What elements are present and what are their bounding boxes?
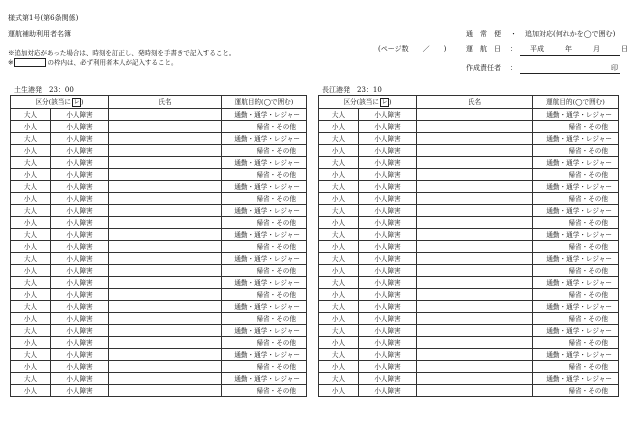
form-number: 様式第1号(第6条関係)	[8, 14, 79, 22]
table-row	[11, 181, 307, 193]
row-category-child[interactable]: 小人	[11, 169, 51, 181]
header-purpose: 運航目的(◯で囲む)	[533, 96, 619, 109]
row-category-child[interactable]: 小人	[319, 217, 359, 229]
purpose-options[interactable]: 通勤・通学・レジャー	[222, 277, 307, 289]
purpose-options[interactable]: 通勤・通学・レジャー	[222, 349, 307, 361]
table-row	[319, 301, 619, 313]
row-category-disabled-child[interactable]: 小人障害	[51, 361, 109, 373]
table-row	[11, 229, 307, 241]
name-cell[interactable]	[109, 301, 222, 313]
row-category-disabled-child[interactable]: 小人障害	[51, 337, 109, 349]
row-category-disabled-child[interactable]: 小人障害	[359, 205, 417, 217]
table-row	[319, 313, 619, 325]
purpose-options[interactable]: 帰省・その他	[222, 385, 307, 397]
row-category-disabled-child[interactable]: 小人障害	[51, 241, 109, 253]
table-row	[319, 121, 619, 133]
row-category-child[interactable]: 小人	[11, 313, 51, 325]
row-category-child[interactable]: 小人	[319, 289, 359, 301]
name-cell[interactable]	[109, 205, 222, 217]
purpose-options[interactable]: 通勤・通学・レジャー	[222, 229, 307, 241]
row-category-disabled-child[interactable]: 小人障害	[51, 265, 109, 277]
row-category-disabled-child[interactable]: 小人障害	[359, 193, 417, 205]
row-category-disabled-child[interactable]: 小人障害	[359, 265, 417, 277]
purpose-options[interactable]: 通勤・通学・レジャー	[222, 253, 307, 265]
table-row	[11, 205, 307, 217]
row-category-disabled-child[interactable]: 小人障害	[359, 325, 417, 337]
roster-table-habu	[10, 95, 307, 397]
row-category-disabled-child[interactable]: 小人障害	[51, 277, 109, 289]
purpose-options[interactable]: 通勤・通学・レジャー	[222, 157, 307, 169]
page-title: 運航補助利用者名簿	[8, 30, 71, 38]
name-cell[interactable]	[109, 289, 222, 301]
row-category-child[interactable]: 小人	[11, 241, 51, 253]
table-row	[319, 229, 619, 241]
row-category-child[interactable]: 小人	[319, 265, 359, 277]
row-category-adult[interactable]: 大人	[11, 253, 51, 265]
name-cell[interactable]	[109, 217, 222, 229]
row-category-disabled-child[interactable]: 小人障害	[359, 361, 417, 373]
row-category-adult[interactable]: 大人	[11, 301, 51, 313]
purpose-options[interactable]: 通勤・通学・レジャー	[222, 325, 307, 337]
name-cell[interactable]	[109, 169, 222, 181]
table-row	[319, 373, 619, 385]
purpose-options[interactable]: 帰省・その他	[222, 145, 307, 157]
row-category-adult[interactable]: 大人	[319, 181, 359, 193]
note-1: ※追加対応があった場合は、時刻を訂正し、発時刻を手書きで記入すること。	[8, 49, 236, 57]
purpose-options[interactable]: 帰省・その他	[222, 361, 307, 373]
row-category-adult[interactable]: 大人	[319, 301, 359, 313]
purpose-options[interactable]: 通勤・通学・レジャー	[222, 301, 307, 313]
row-category-disabled-child[interactable]: 小人障害	[51, 169, 109, 181]
table-row	[11, 373, 307, 385]
row-category-disabled-child[interactable]: 小人障害	[51, 253, 109, 265]
purpose-options[interactable]: 通勤・通学・レジャー	[533, 277, 619, 289]
operation-date-value[interactable]: 平成 年 月 日	[530, 45, 628, 53]
row-category-disabled-child[interactable]: 小人障害	[51, 193, 109, 205]
table-row	[319, 181, 619, 193]
purpose-options[interactable]: 通勤・通学・レジャー	[533, 157, 619, 169]
row-category-child[interactable]: 小人	[11, 289, 51, 301]
table-row	[319, 217, 619, 229]
row-category-disabled-child[interactable]: 小人障害	[51, 349, 109, 361]
purpose-options[interactable]: 帰省・その他	[222, 241, 307, 253]
row-category-disabled-child[interactable]: 小人障害	[359, 181, 417, 193]
purpose-options[interactable]: 通勤・通学・レジャー	[222, 181, 307, 193]
name-cell[interactable]	[109, 373, 222, 385]
table-row	[11, 277, 307, 289]
name-cell[interactable]	[417, 289, 533, 301]
header-category: 区分(該当に レ )	[11, 96, 109, 109]
purpose-options[interactable]: 帰省・その他	[533, 361, 619, 373]
row-category-disabled-child[interactable]: 小人障害	[359, 313, 417, 325]
row-category-disabled-child[interactable]: 小人障害	[359, 349, 417, 361]
name-cell[interactable]	[417, 313, 533, 325]
table-row	[11, 349, 307, 361]
row-category-disabled-child[interactable]: 小人障害	[359, 385, 417, 397]
row-category-adult[interactable]: 大人	[11, 229, 51, 241]
row-category-disabled-child[interactable]: 小人障害	[359, 157, 417, 169]
service-type-dot: ・	[510, 30, 517, 38]
table-row	[11, 121, 307, 133]
row-category-disabled-child[interactable]: 小人障害	[359, 109, 417, 121]
row-category-adult[interactable]: 大人	[319, 349, 359, 361]
table-row	[319, 265, 619, 277]
name-cell[interactable]	[417, 337, 533, 349]
name-cell[interactable]	[417, 385, 533, 397]
name-cell[interactable]	[109, 181, 222, 193]
purpose-options[interactable]: 帰省・その他	[533, 385, 619, 397]
name-cell[interactable]	[109, 121, 222, 133]
page-count: (ページ数 ／ )	[378, 45, 447, 53]
purpose-options[interactable]: 帰省・その他	[533, 265, 619, 277]
purpose-options[interactable]: 帰省・その他	[533, 193, 619, 205]
row-category-disabled-child[interactable]: 小人障害	[51, 181, 109, 193]
name-cell[interactable]	[417, 301, 533, 313]
row-category-disabled-child[interactable]: 小人障害	[51, 301, 109, 313]
name-cell[interactable]	[417, 241, 533, 253]
row-category-child[interactable]: 小人	[11, 337, 51, 349]
row-category-child[interactable]: 小人	[319, 241, 359, 253]
table-row	[319, 361, 619, 373]
purpose-options[interactable]: 帰省・その他	[533, 145, 619, 157]
name-cell[interactable]	[109, 385, 222, 397]
name-cell[interactable]	[417, 265, 533, 277]
row-category-child[interactable]: 小人	[319, 313, 359, 325]
header-purpose: 運航目的(◯で囲む)	[222, 96, 307, 109]
row-category-child[interactable]: 小人	[11, 145, 51, 157]
purpose-options[interactable]: 通勤・通学・レジャー	[533, 133, 619, 145]
row-category-disabled-child[interactable]: 小人障害	[51, 121, 109, 133]
row-category-child[interactable]: 小人	[11, 193, 51, 205]
name-cell[interactable]	[417, 169, 533, 181]
table-row	[319, 133, 619, 145]
row-category-child[interactable]: 小人	[11, 385, 51, 397]
row-category-child[interactable]: 小人	[319, 193, 359, 205]
service-type-option: 追加対応(何れかを◯で囲む)	[525, 30, 616, 38]
name-cell[interactable]	[417, 109, 533, 121]
table-row	[11, 145, 307, 157]
row-category-disabled-child[interactable]: 小人障害	[51, 313, 109, 325]
row-category-adult[interactable]: 大人	[319, 229, 359, 241]
departure-habu: 土生港発 23：00	[14, 86, 74, 94]
seal-mark: 印	[611, 64, 618, 72]
table-row	[11, 301, 307, 313]
row-category-child[interactable]: 小人	[11, 217, 51, 229]
name-cell[interactable]	[417, 277, 533, 289]
table-row	[11, 193, 307, 205]
name-cell[interactable]	[417, 253, 533, 265]
table-row	[11, 157, 307, 169]
name-cell[interactable]	[417, 205, 533, 217]
purpose-options[interactable]: 帰省・その他	[222, 169, 307, 181]
row-category-child[interactable]: 小人	[11, 121, 51, 133]
purpose-options[interactable]: 帰省・その他	[533, 121, 619, 133]
table-row	[11, 217, 307, 229]
table-row	[319, 157, 619, 169]
note-2: ※ の枠内は、必ず利用者本人が記入すること。	[8, 58, 178, 67]
row-category-disabled-child[interactable]: 小人障害	[359, 253, 417, 265]
purpose-options[interactable]: 通勤・通学・レジャー	[533, 349, 619, 361]
table-row	[319, 109, 619, 121]
row-category-disabled-child[interactable]: 小人障害	[359, 145, 417, 157]
row-category-adult[interactable]: 大人	[319, 373, 359, 385]
name-cell[interactable]	[109, 337, 222, 349]
name-cell[interactable]	[109, 229, 222, 241]
responsible-label: 作成責任者	[466, 64, 501, 72]
table-row	[11, 169, 307, 181]
sample-box	[14, 58, 46, 67]
row-category-disabled-child[interactable]: 小人障害	[359, 289, 417, 301]
name-cell[interactable]	[109, 361, 222, 373]
table-row	[11, 337, 307, 349]
row-category-disabled-child[interactable]: 小人障害	[359, 337, 417, 349]
name-cell[interactable]	[417, 193, 533, 205]
header-name: 氏名	[109, 96, 222, 109]
row-category-adult[interactable]: 大人	[319, 133, 359, 145]
name-cell[interactable]	[417, 145, 533, 157]
operation-date-label: 運 航 日	[466, 45, 501, 53]
row-category-disabled-child[interactable]: 小人障害	[359, 229, 417, 241]
table-row	[11, 253, 307, 265]
name-cell[interactable]	[109, 241, 222, 253]
row-category-adult[interactable]: 大人	[11, 325, 51, 337]
row-category-disabled-child[interactable]: 小人障害	[359, 169, 417, 181]
purpose-options[interactable]: 帰省・その他	[533, 217, 619, 229]
row-category-child[interactable]: 小人	[319, 385, 359, 397]
row-category-disabled-child[interactable]: 小人障害	[51, 217, 109, 229]
purpose-options[interactable]: 通勤・通学・レジャー	[533, 181, 619, 193]
name-cell[interactable]	[109, 157, 222, 169]
purpose-options[interactable]: 帰省・その他	[533, 169, 619, 181]
purpose-options[interactable]: 帰省・その他	[222, 265, 307, 277]
row-category-child[interactable]: 小人	[319, 121, 359, 133]
row-category-disabled-child[interactable]: 小人障害	[51, 145, 109, 157]
row-category-child[interactable]: 小人	[319, 337, 359, 349]
purpose-options[interactable]: 帰省・その他	[533, 289, 619, 301]
table-row	[319, 337, 619, 349]
purpose-options[interactable]: 帰省・その他	[222, 313, 307, 325]
table-row	[11, 289, 307, 301]
purpose-options[interactable]: 通勤・通学・レジャー	[533, 205, 619, 217]
responsible-input[interactable]	[520, 73, 620, 74]
row-category-disabled-child[interactable]: 小人障害	[359, 133, 417, 145]
row-category-disabled-child[interactable]: 小人障害	[359, 121, 417, 133]
name-cell[interactable]	[109, 325, 222, 337]
row-category-child[interactable]: 小人	[11, 361, 51, 373]
row-category-adult[interactable]: 大人	[11, 277, 51, 289]
row-category-adult[interactable]: 大人	[319, 205, 359, 217]
name-cell[interactable]	[417, 181, 533, 193]
row-category-child[interactable]: 小人	[11, 265, 51, 277]
check-icon: レ	[381, 98, 388, 106]
check-icon: レ	[73, 98, 80, 106]
purpose-options[interactable]: 帰省・その他	[222, 193, 307, 205]
row-category-adult[interactable]: 大人	[319, 325, 359, 337]
name-cell[interactable]	[417, 373, 533, 385]
name-cell[interactable]	[109, 145, 222, 157]
row-category-disabled-child[interactable]: 小人障害	[359, 241, 417, 253]
purpose-options[interactable]: 帰省・その他	[533, 241, 619, 253]
name-cell[interactable]	[417, 121, 533, 133]
row-category-adult[interactable]: 大人	[11, 349, 51, 361]
row-category-adult[interactable]: 大人	[319, 109, 359, 121]
table-row	[11, 133, 307, 145]
row-category-adult[interactable]: 大人	[11, 133, 51, 145]
purpose-options[interactable]: 通勤・通学・レジャー	[222, 109, 307, 121]
row-category-disabled-child[interactable]: 小人障害	[51, 229, 109, 241]
table-row	[11, 385, 307, 397]
row-category-adult[interactable]: 大人	[319, 157, 359, 169]
purpose-options[interactable]: 帰省・その他	[533, 337, 619, 349]
row-category-disabled-child[interactable]: 小人障害	[51, 157, 109, 169]
row-category-disabled-child[interactable]: 小人障害	[51, 133, 109, 145]
table-row	[319, 193, 619, 205]
purpose-options[interactable]: 帰省・その他	[222, 217, 307, 229]
table-row	[319, 169, 619, 181]
operation-date-colon: ：	[510, 45, 517, 53]
row-category-disabled-child[interactable]: 小人障害	[51, 373, 109, 385]
table-row	[319, 325, 619, 337]
row-category-child[interactable]: 小人	[319, 361, 359, 373]
purpose-options[interactable]: 通勤・通学・レジャー	[533, 301, 619, 313]
row-category-disabled-child[interactable]: 小人障害	[359, 217, 417, 229]
table-row	[11, 325, 307, 337]
row-category-disabled-child[interactable]: 小人障害	[359, 301, 417, 313]
departure-nagae: 長江港発 23：10	[322, 86, 382, 94]
row-category-disabled-child[interactable]: 小人障害	[51, 325, 109, 337]
row-category-child[interactable]: 小人	[319, 145, 359, 157]
table-row	[319, 289, 619, 301]
responsible-colon: ：	[510, 64, 517, 72]
name-cell[interactable]	[109, 265, 222, 277]
purpose-options[interactable]: 通勤・通学・レジャー	[533, 229, 619, 241]
name-cell[interactable]	[109, 349, 222, 361]
row-category-adult[interactable]: 大人	[319, 277, 359, 289]
table-row	[11, 241, 307, 253]
name-cell[interactable]	[109, 253, 222, 265]
purpose-options[interactable]: 帰省・その他	[222, 121, 307, 133]
row-category-child[interactable]: 小人	[319, 169, 359, 181]
name-cell[interactable]	[109, 313, 222, 325]
name-cell[interactable]	[417, 217, 533, 229]
purpose-options[interactable]: 通勤・通学・レジャー	[222, 133, 307, 145]
roster-table-nagae	[318, 95, 619, 397]
table-row	[319, 253, 619, 265]
table-row	[319, 205, 619, 217]
row-category-adult[interactable]: 大人	[11, 373, 51, 385]
header-category: 区分(該当に レ )	[319, 96, 417, 109]
name-cell[interactable]	[417, 133, 533, 145]
purpose-options[interactable]: 通勤・通学・レジャー	[533, 109, 619, 121]
name-cell[interactable]	[417, 229, 533, 241]
header-name: 氏名	[417, 96, 533, 109]
purpose-options[interactable]: 帰省・その他	[533, 313, 619, 325]
table-row	[11, 109, 307, 121]
name-cell[interactable]	[109, 277, 222, 289]
purpose-options[interactable]: 通勤・通学・レジャー	[222, 205, 307, 217]
table-row	[11, 361, 307, 373]
service-type-label: 通 常 便	[466, 30, 501, 38]
table-row	[319, 277, 619, 289]
row-category-disabled-child[interactable]: 小人障害	[51, 385, 109, 397]
row-category-adult[interactable]: 大人	[11, 109, 51, 121]
table-row	[319, 145, 619, 157]
row-category-disabled-child[interactable]: 小人障害	[51, 109, 109, 121]
name-cell[interactable]	[109, 109, 222, 121]
table-row	[319, 241, 619, 253]
purpose-options[interactable]: 通勤・通学・レジャー	[533, 325, 619, 337]
purpose-options[interactable]: 帰省・その他	[222, 337, 307, 349]
row-category-disabled-child[interactable]: 小人障害	[51, 289, 109, 301]
table-row	[11, 313, 307, 325]
name-cell[interactable]	[109, 133, 222, 145]
table-row	[11, 265, 307, 277]
purpose-options[interactable]: 通勤・通学・レジャー	[533, 253, 619, 265]
name-cell[interactable]	[109, 193, 222, 205]
purpose-options[interactable]: 通勤・通学・レジャー	[533, 373, 619, 385]
name-cell[interactable]	[417, 157, 533, 169]
purpose-options[interactable]: 通勤・通学・レジャー	[222, 373, 307, 385]
name-cell[interactable]	[417, 325, 533, 337]
table-row	[319, 385, 619, 397]
row-category-adult[interactable]: 大人	[11, 205, 51, 217]
row-category-adult[interactable]: 大人	[11, 181, 51, 193]
table-row	[319, 349, 619, 361]
name-cell[interactable]	[417, 361, 533, 373]
purpose-options[interactable]: 帰省・その他	[222, 289, 307, 301]
row-category-adult[interactable]: 大人	[11, 157, 51, 169]
row-category-disabled-child[interactable]: 小人障害	[359, 373, 417, 385]
name-cell[interactable]	[417, 349, 533, 361]
row-category-adult[interactable]: 大人	[319, 253, 359, 265]
row-category-disabled-child[interactable]: 小人障害	[359, 277, 417, 289]
row-category-disabled-child[interactable]: 小人障害	[51, 205, 109, 217]
